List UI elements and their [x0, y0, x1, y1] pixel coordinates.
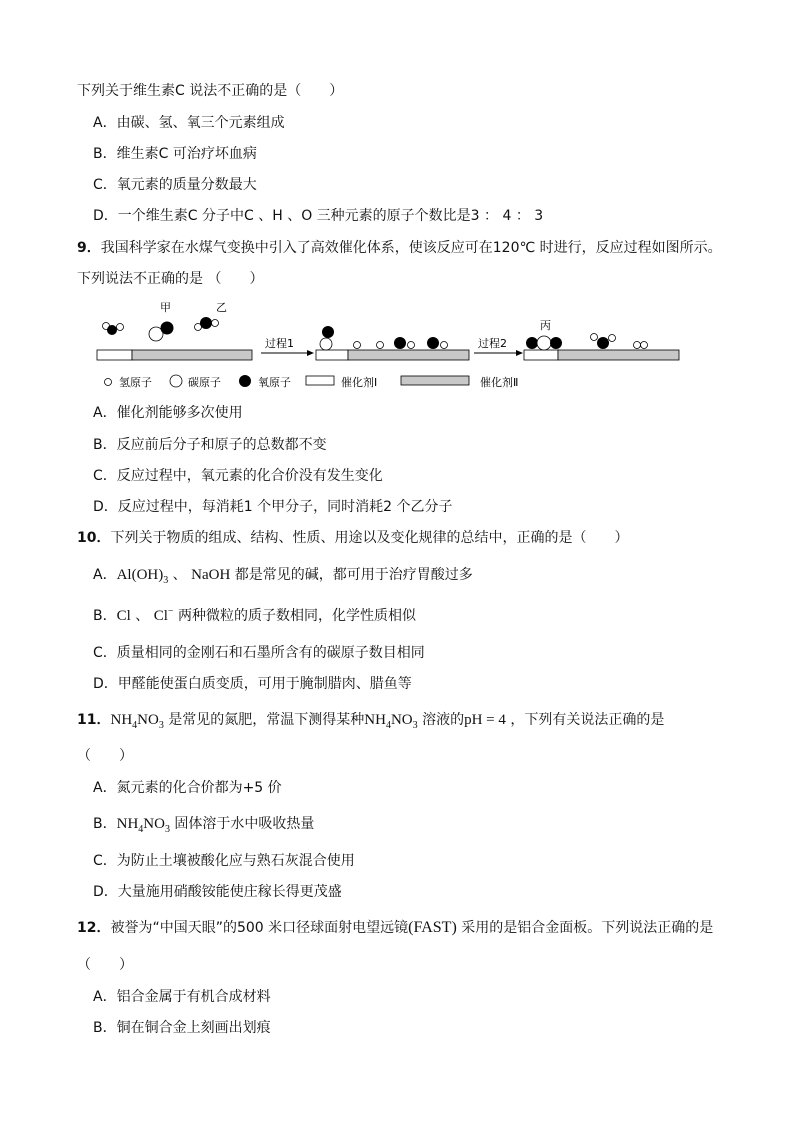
ph-value: pH = 4 [464, 712, 506, 728]
q9-number: 9． [77, 240, 101, 256]
option-letter: A． [93, 567, 117, 583]
co2-molecule [526, 336, 562, 350]
formula-nh4no3 [110, 712, 164, 731]
formula-nh4no3 [116, 816, 170, 835]
legend-c-label: 碳原子 [188, 376, 221, 389]
legend-h-label: 氢原子 [119, 376, 152, 389]
stem-text: ，下列有关说法正确的是 [505, 712, 665, 728]
legend-cat2-label: 催化剂Ⅱ [480, 376, 519, 389]
label-process-2: 过程2 [478, 337, 507, 350]
formula-text: NH [116, 816, 139, 832]
q11-number: 11． [77, 712, 111, 728]
q8-option-a: A．由碳、氢、氧三个元素组成 [93, 115, 285, 131]
q12-option-a: A．铝合金属于有机合成材料 [93, 989, 271, 1005]
label-jia: 甲 [160, 301, 171, 314]
formula-superscript: − [167, 606, 174, 617]
q8-stem: 下列关于维生素C 说法不正确的是（ ） [77, 83, 344, 99]
adsorbed-co [320, 326, 334, 350]
q11-option-b [93, 815, 314, 833]
catalyst-2-block [132, 350, 252, 360]
separator: 、 [168, 567, 187, 583]
oh-group [394, 337, 415, 349]
q11-stem [77, 711, 664, 729]
h-atom [354, 342, 361, 349]
formula-subscript: 4 [138, 824, 144, 835]
formula-subscript: 3 [163, 575, 169, 586]
q10-option-a [93, 566, 473, 584]
water-molecule [591, 334, 616, 350]
q10-stem-text: 下列关于物质的组成、结构、性质、用途以及变化规律的总结中，正确的是（ ） [110, 530, 629, 546]
formula-text: NO [143, 816, 165, 832]
stem-text: 是常见的氮肥，常温下测得某种 [163, 712, 365, 728]
q9-stem-line1 [77, 239, 722, 257]
arrow-head-icon [307, 350, 314, 356]
formula-text: Al(OH) [116, 567, 164, 583]
q9-option-a: A．催化剂能够多次使用 [93, 405, 243, 421]
option-text: 两种微粒的质子数相同，化学性质相似 [173, 608, 416, 624]
q10-option-d: D．甲醛能使蛋白质变质，可用于腌制腊肉、腊鱼等 [93, 676, 412, 692]
water-molecule [195, 317, 219, 331]
q8-option-c: C．氧元素的质量分数最大 [93, 177, 257, 193]
q9-stem-line2: 下列说法不正确的是 （ ） [77, 271, 264, 287]
separator: 、 [130, 608, 150, 624]
q9-option-b: B．反应前后分子和原子的总数都不变 [93, 437, 327, 453]
reaction-process-diagram [94, 300, 694, 392]
formula-subscript: 3 [412, 720, 418, 731]
catalyst-1-block [524, 350, 558, 360]
q12-bracket: （ ） [77, 957, 133, 973]
option-letter: B． [93, 608, 117, 624]
h-atom [377, 342, 384, 349]
arrow-head-icon [516, 350, 523, 356]
catalyst-1-block [97, 350, 132, 360]
q12-number: 12． [77, 920, 111, 936]
formula-naoh: NaOH [191, 567, 231, 583]
stem-text: 被誉为“中国天眼”的500 米口径球面射电望远镜 [110, 920, 409, 936]
catalyst-2-block [558, 350, 679, 360]
option-text: 都是常见的碱，都可用于治疗胃酸过多 [230, 567, 473, 583]
q11-option-a: A．氮元素的化合价都为+5 价 [93, 780, 282, 796]
q8-option-b: B．维生素C 可治疗坏血病 [93, 146, 257, 162]
q10-number: 10． [77, 530, 111, 546]
legend-h-symbol [105, 379, 112, 386]
legend-cat2-symbol [401, 376, 469, 385]
q9-option-c: C．反应过程中，氧元素的化合价没有发生变化 [93, 468, 383, 484]
q11-option-d: D．大量施用硝酸铵能使庄稼长得更茂盛 [93, 884, 342, 900]
option-text: 固体溶于水中吸收热量 [169, 816, 315, 832]
formula-subscript: 4 [385, 720, 391, 731]
stem-text: 采用的是铝合金面板。下列说法正确的是 [456, 920, 714, 936]
q9-stem-text: 我国科学家在水煤气变换中引入了高效催化体系，使该反应可在120℃ 时进行，反应过程如图所示。 [100, 240, 722, 256]
formula-cl: Cl [116, 608, 131, 624]
q11-bracket: （ ） [77, 748, 133, 764]
formula-text: NO [390, 712, 413, 728]
option-letter: B． [93, 816, 117, 832]
q8-option-d: D．一个维生素C 分子中C 、H 、O 三种元素的原子个数比是3 ： 4 ： 3 [93, 208, 544, 224]
formula-cl-ion [154, 608, 174, 624]
oh-group [427, 337, 448, 349]
legend-o-symbol [239, 375, 251, 387]
water-molecule [103, 323, 124, 336]
formula-nh4no3 [364, 712, 418, 731]
label-bing: 丙 [540, 319, 551, 332]
fast-abbreviation: (FAST) [408, 919, 457, 936]
legend-o-label: 氧原子 [258, 376, 291, 389]
legend-cat1-symbol [306, 376, 334, 385]
formula-aloh3 [116, 567, 169, 586]
formula-subscript: 4 [132, 720, 138, 731]
formula-text: Cl [153, 608, 168, 624]
catalyst-1-block [316, 350, 348, 360]
co-molecule [149, 322, 174, 342]
formula-text: NO [137, 712, 159, 728]
h2-molecule [634, 342, 648, 349]
q12-stem [77, 919, 713, 937]
catalyst-2-block [348, 350, 469, 360]
label-yi: 乙 [216, 301, 227, 314]
formula-subscript: 3 [164, 824, 170, 835]
q11-option-c: C．为防止土壤被酸化应与熟石灰混合使用 [93, 853, 355, 869]
q12-option-b: B．铜在铜合金上刻画出划痕 [93, 1020, 271, 1036]
formula-text: NH [364, 712, 386, 728]
legend-cat1-label: 催化剂Ⅰ [341, 376, 378, 389]
q9-option-d: D．反应过程中，每消耗1 个甲分子，同时消耗2 个乙分子 [93, 499, 453, 515]
formula-subscript: 3 [158, 720, 164, 731]
q10-option-c: C．质量相同的金刚石和石墨所含有的碳原子数目相同 [93, 645, 425, 661]
q10-option-b [93, 607, 416, 625]
label-process-1: 过程1 [265, 337, 294, 350]
stem-text: 溶液的 [417, 712, 465, 728]
formula-text: NH [110, 712, 133, 728]
legend-c-symbol [170, 375, 182, 387]
q10-stem [77, 529, 628, 547]
